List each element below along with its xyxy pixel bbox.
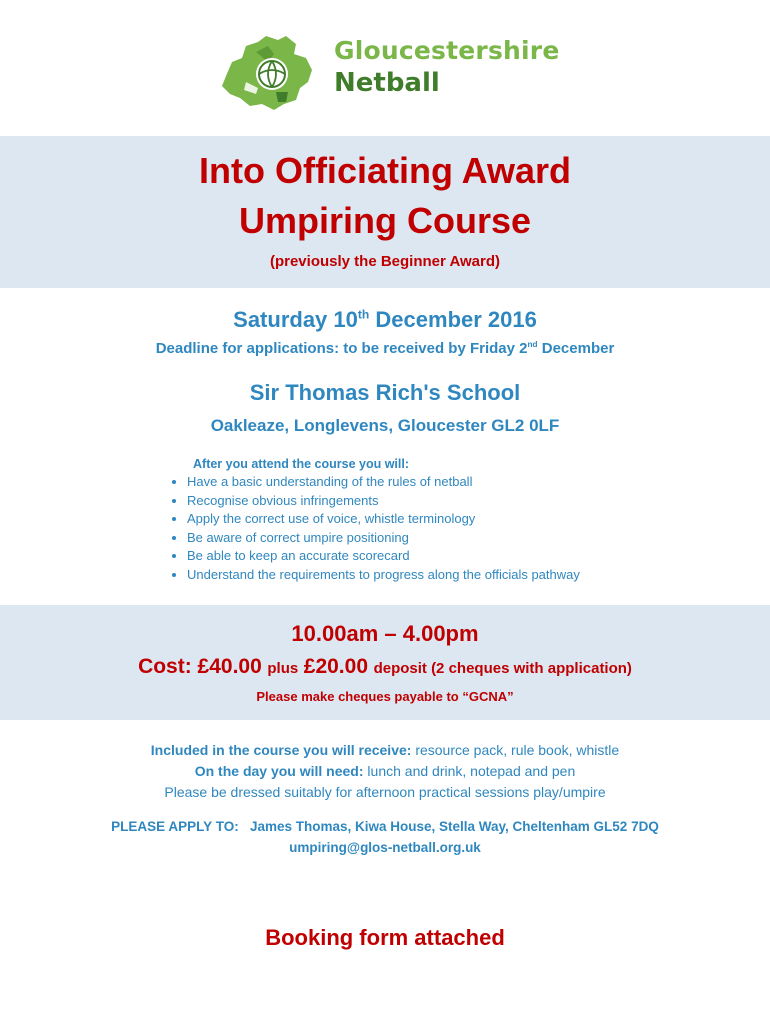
included-receive xyxy=(0,740,770,760)
list-item: • Apply the correct use of voice, whistle terminology xyxy=(187,510,730,529)
apply-address: PLEASE APPLY TO: James Thomas, Kiwa House, Stella Way, Cheltenham GL52 7DQ xyxy=(111,819,659,834)
cost-amount: Cost: £40.00 xyxy=(138,655,262,678)
need-label: On the day you will need: xyxy=(194,763,364,779)
course-date xyxy=(0,307,770,333)
included-need xyxy=(0,761,770,781)
gloucestershire-netball-logo xyxy=(216,32,560,112)
venue-address: Oakleaze, Longlevens, Gloucester GL2 0LF xyxy=(210,416,560,435)
list-item: • Be able to keep an accurate scorecard xyxy=(187,547,730,566)
booking-form-note: Booking form attached xyxy=(265,925,505,950)
course-cost xyxy=(0,655,770,679)
page-subtitle: (previously the Beginner Award) xyxy=(269,253,501,270)
application-deadline xyxy=(0,340,770,357)
page-title-line2: Umpiring Course xyxy=(238,200,532,241)
course-date-main: Saturday 10 xyxy=(233,307,358,332)
dress-note: Please be dressed suitably for afternoon practical sessions play/umpire xyxy=(164,784,606,800)
list-item: • Recognise obvious infringements xyxy=(187,492,730,511)
course-date-month: December 2016 xyxy=(369,307,537,332)
list-item: • Have a basic understanding of the rules of netball xyxy=(187,473,730,492)
course-outcomes xyxy=(170,457,730,585)
list-item: • Be aware of correct umpire positioning xyxy=(187,529,730,548)
receive-value: resource pack, rule book, whistle xyxy=(411,742,620,758)
receive-label: Included in the course you will receive: xyxy=(150,742,412,758)
deadline-month: December xyxy=(537,340,615,357)
page-title-line1: Into Officiating Award xyxy=(198,150,571,191)
logo-text-netball: Netball xyxy=(334,68,440,98)
logo-text-gloucestershire: Gloucestershire xyxy=(334,36,560,65)
deadline-suffix: nd xyxy=(527,340,538,349)
course-time: 10.00am – 4.00pm xyxy=(291,621,479,646)
apply-email-link[interactable]: umpiring@glos-netball.org.uk xyxy=(289,840,481,855)
list-item: • Understand the requirements to progress along the officials pathway xyxy=(187,566,730,585)
deposit-amount: £20.00 xyxy=(303,655,368,678)
deadline-main: Deadline for applications: to be received by Friday 2 xyxy=(155,340,528,357)
need-value: lunch and drink, notepad and pen xyxy=(363,763,576,779)
cheque-payable-note: Please make cheques payable to “GCNA” xyxy=(256,689,514,704)
county-map-netball-icon xyxy=(216,32,328,112)
outcomes-list xyxy=(170,473,730,585)
deposit-text: deposit (2 cheques with application) xyxy=(373,660,632,677)
course-date-suffix: th xyxy=(357,307,370,322)
venue-name: Sir Thomas Rich's School xyxy=(249,380,521,405)
cost-plus: plus xyxy=(267,660,299,677)
outcomes-heading: After you attend the course you will: xyxy=(193,457,409,471)
